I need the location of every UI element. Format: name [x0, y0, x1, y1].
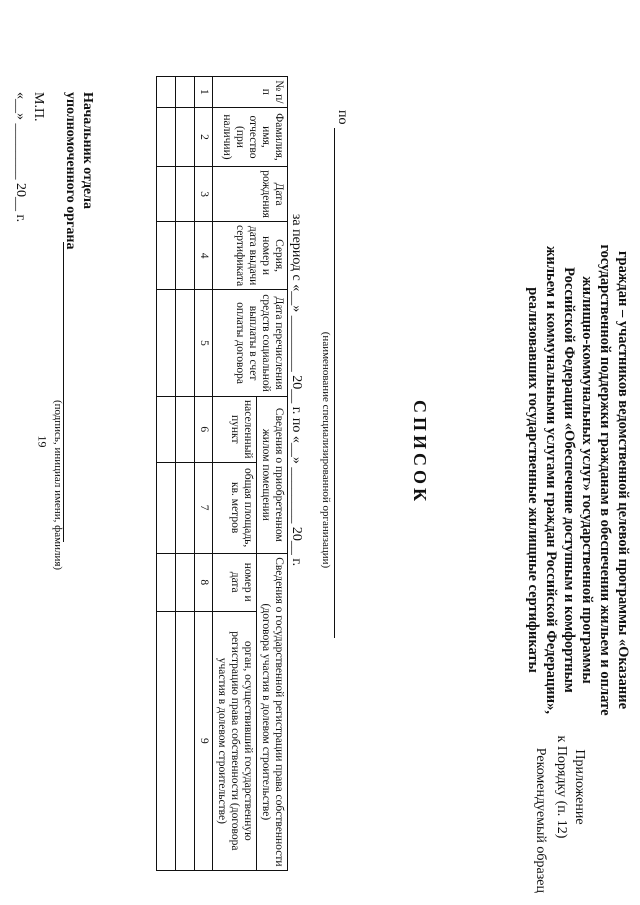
header-reg-body: орган, осуществивший государственную регистрацию права собственности (договора участия в долевом строительстве) — [213, 611, 257, 870]
seal-placeholder: М.П. — [31, 92, 46, 122]
column-number: 7 — [195, 462, 213, 553]
organization-line — [334, 110, 350, 638]
page-number: 19 — [35, 435, 50, 448]
empty-cell — [176, 221, 195, 289]
table-row — [176, 77, 195, 871]
column-number: 4 — [195, 221, 213, 289]
empty-cell — [157, 290, 176, 397]
column-number: 1 — [195, 77, 213, 108]
empty-cell — [157, 396, 176, 462]
header-settlement: населенный пункт — [213, 396, 257, 462]
column-number: 8 — [195, 553, 213, 611]
empty-cell — [176, 611, 195, 870]
annex-line-2: к Порядку (п. 12) — [554, 735, 569, 839]
column-number-row — [195, 77, 213, 871]
document-subtitle: граждан – участников ведомственной целевой программы «Оказание государственной поддержки гражданам в обеспечении жильем и оплате жилищно-коммунальных услуг» государственной программы Российской Федерации «Обеспечение доступным и комфортным жильем и коммунальными услугами граждан Российской Федерации», реализовавших государственные жилищные сертификаты — [525, 244, 631, 716]
column-number: 6 — [195, 396, 213, 462]
header-fio: Фамилия, имя, отчество (при наличии) — [213, 107, 288, 167]
annex-line-1: Приложение — [572, 749, 587, 825]
signatory-title-line-1: Начальник отдела — [80, 92, 95, 209]
header-registration-group: Сведения о государственной регистрации права собственности (договора участия в долевом строительстве) — [257, 553, 288, 870]
recommended-sample-label: Рекомендуемый образец — [533, 747, 548, 893]
empty-cell — [176, 107, 195, 167]
signature-date: «__» ________ 20__ г. — [13, 92, 28, 223]
document-title: СПИСОК — [410, 399, 430, 506]
empty-cell — [157, 107, 176, 167]
empty-cell — [157, 77, 176, 108]
header-dob: Дата рождения — [213, 167, 288, 222]
organization-caption: (наименование специализированной организации) — [320, 331, 332, 569]
column-number: 9 — [195, 611, 213, 870]
empty-cell — [157, 611, 176, 870]
header-area: общая площадь, кв. метров — [213, 462, 257, 553]
organization-prefix: по — [335, 110, 350, 125]
empty-cell — [176, 167, 195, 222]
organization-fill-line — [334, 128, 349, 638]
header-housing-group: Сведения о приобретенном жилом помещении — [257, 396, 288, 553]
signatory-title-line-2: уполномоченного органа — [63, 92, 78, 250]
column-number: 5 — [195, 290, 213, 397]
column-number: 3 — [195, 167, 213, 222]
citizens-list-table — [156, 76, 288, 871]
header-payment-date: Дата перечисления средств социальной выплаты в счет оплаты договора — [213, 290, 288, 397]
header-num: № п/п — [213, 77, 288, 108]
signature-caption: (подпись, инициал имени, фамилия) — [52, 399, 64, 571]
signatory-title — [62, 92, 96, 250]
empty-cell — [176, 396, 195, 462]
reporting-period: за период с «__» ________ 20__ г. по «__» ________ 20__ г. — [289, 213, 304, 567]
header-reg-number: номер и дата — [213, 553, 257, 611]
table-header-row — [257, 77, 288, 871]
signature-line — [63, 242, 78, 542]
empty-cell — [176, 553, 195, 611]
empty-cell — [157, 553, 176, 611]
empty-cell — [176, 77, 195, 108]
empty-cell — [157, 167, 176, 222]
column-number: 2 — [195, 107, 213, 167]
empty-cell — [176, 290, 195, 397]
empty-cell — [157, 462, 176, 553]
table-row — [157, 77, 176, 871]
empty-cell — [176, 462, 195, 553]
header-certificate: Серия, номер и дата выдачи сертификата — [213, 221, 288, 289]
empty-cell — [157, 221, 176, 289]
